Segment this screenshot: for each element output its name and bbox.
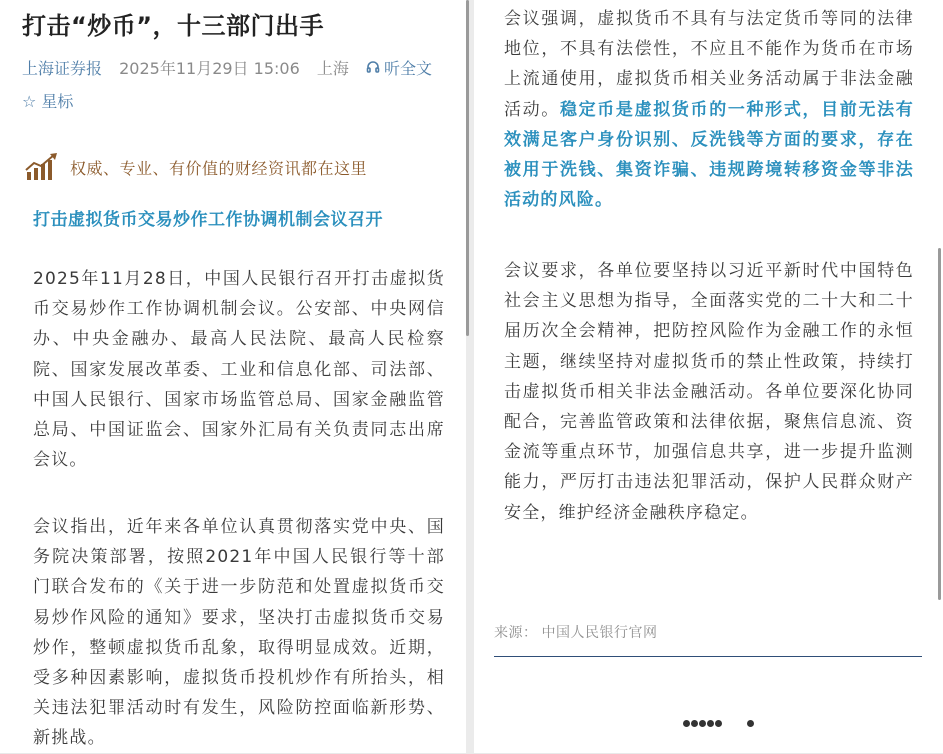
source-label: 来源： [494,625,538,641]
headphones-icon [366,60,380,78]
paragraph-3-highlight: 稳定币是虚拟货币的一种形式，目前无法有效满足客户身份识别、反洗钱等方面的要求，存在被用于洗钱、集资诈骗、违规跨境转移资金等非法活动的风险。 [504,99,914,211]
source-value: 中国人民银行官网 [541,625,658,641]
right-scrollbar[interactable] [938,248,941,600]
indicator-dot [691,720,698,727]
paragraph-3 [504,4,914,215]
paragraph-1: 2025年11月28日，中国人民银行召开打击虚拟货币交易炒作工作协调机制会议。公安部、中央网信办、中央金融办、最高人民法院、最高人民检察院、国家发展改革委、工业和信息化部、司法部、中国人民银行、国家市场监管总局、国家金融监管总局、中国证监会、国家外汇局有关负责同志出席会议。 [33,269,445,471]
listen-button[interactable] [366,59,432,78]
page-indicator[interactable] [683,720,755,727]
star-label: 星标 [41,92,74,111]
indicator-dot [683,720,690,727]
listen-label: 听全文 [383,59,432,78]
paragraph-2: 会议指出，近年来各单位认真贯彻落实党中央、国务院决策部署，按照2021年中国人民银行等十部门联合发布的《关于进一步防范和处置虚拟货币交易炒作风险的通知》要求，坚决打击虚拟货币交易炒作，整顿虚拟货币乱象，取得明显成效。近期，受多种因素影响，虚拟货币投机炒作有所抬头，相关违法犯罪活动时有发生，风险防控面临新形势、新挑战。 [33,517,445,749]
article-meta [22,56,432,79]
star-icon: ☆ [22,92,37,111]
publish-location: 上海 [316,59,349,78]
left-column [0,0,466,753]
article-subheading: 打击虚拟货币交易炒作工作协调机制会议召开 [33,210,383,230]
slogan-text: 权威、专业、有价值的财经资讯都在这里 [70,158,368,178]
paragraph-3-text: 会议强调，虚拟货币不具有与法定货币等同的法律地位，不具有法偿性，不应且不能作为货币在市场上流通使用，虚拟货币相关业务活动属于非法金融活动。 [504,9,914,120]
indicator-dot [747,720,754,727]
paragraph-4: 会议要求，各单位要坚持以习近平新时代中国特色社会主义思想为指导，全面落实党的二十大和二十届历次全会精神，把防控风险作为金融工作的永恒主题，继续坚持对虚拟货币的禁止性政策，持续打击虚拟货币相关非法金融活动。各单位要深化协同配合，完善监管政策和法律依据，聚焦信息流、资金流等重点环节，加强信息共享，进一步提升监测能力，严厉打击违法犯罪活动，保护人民群众财产安全，维护经济金融秩序稳定。 [504,261,914,523]
star-button[interactable] [22,89,73,112]
left-scrollbar[interactable] [466,0,469,336]
indicator-dot [715,720,722,727]
publish-datetime: 2025年11月29日 15:06 [119,59,300,78]
bar-chart-growth-icon [24,152,60,182]
indicator-dot [699,720,706,727]
source-name-link[interactable]: 上海证券报 [22,59,103,78]
article-title: 打击“炒币”，十三部门出手 [22,12,325,40]
article-source [494,622,922,657]
indicator-dot [707,720,714,727]
slogan-banner [24,150,367,184]
